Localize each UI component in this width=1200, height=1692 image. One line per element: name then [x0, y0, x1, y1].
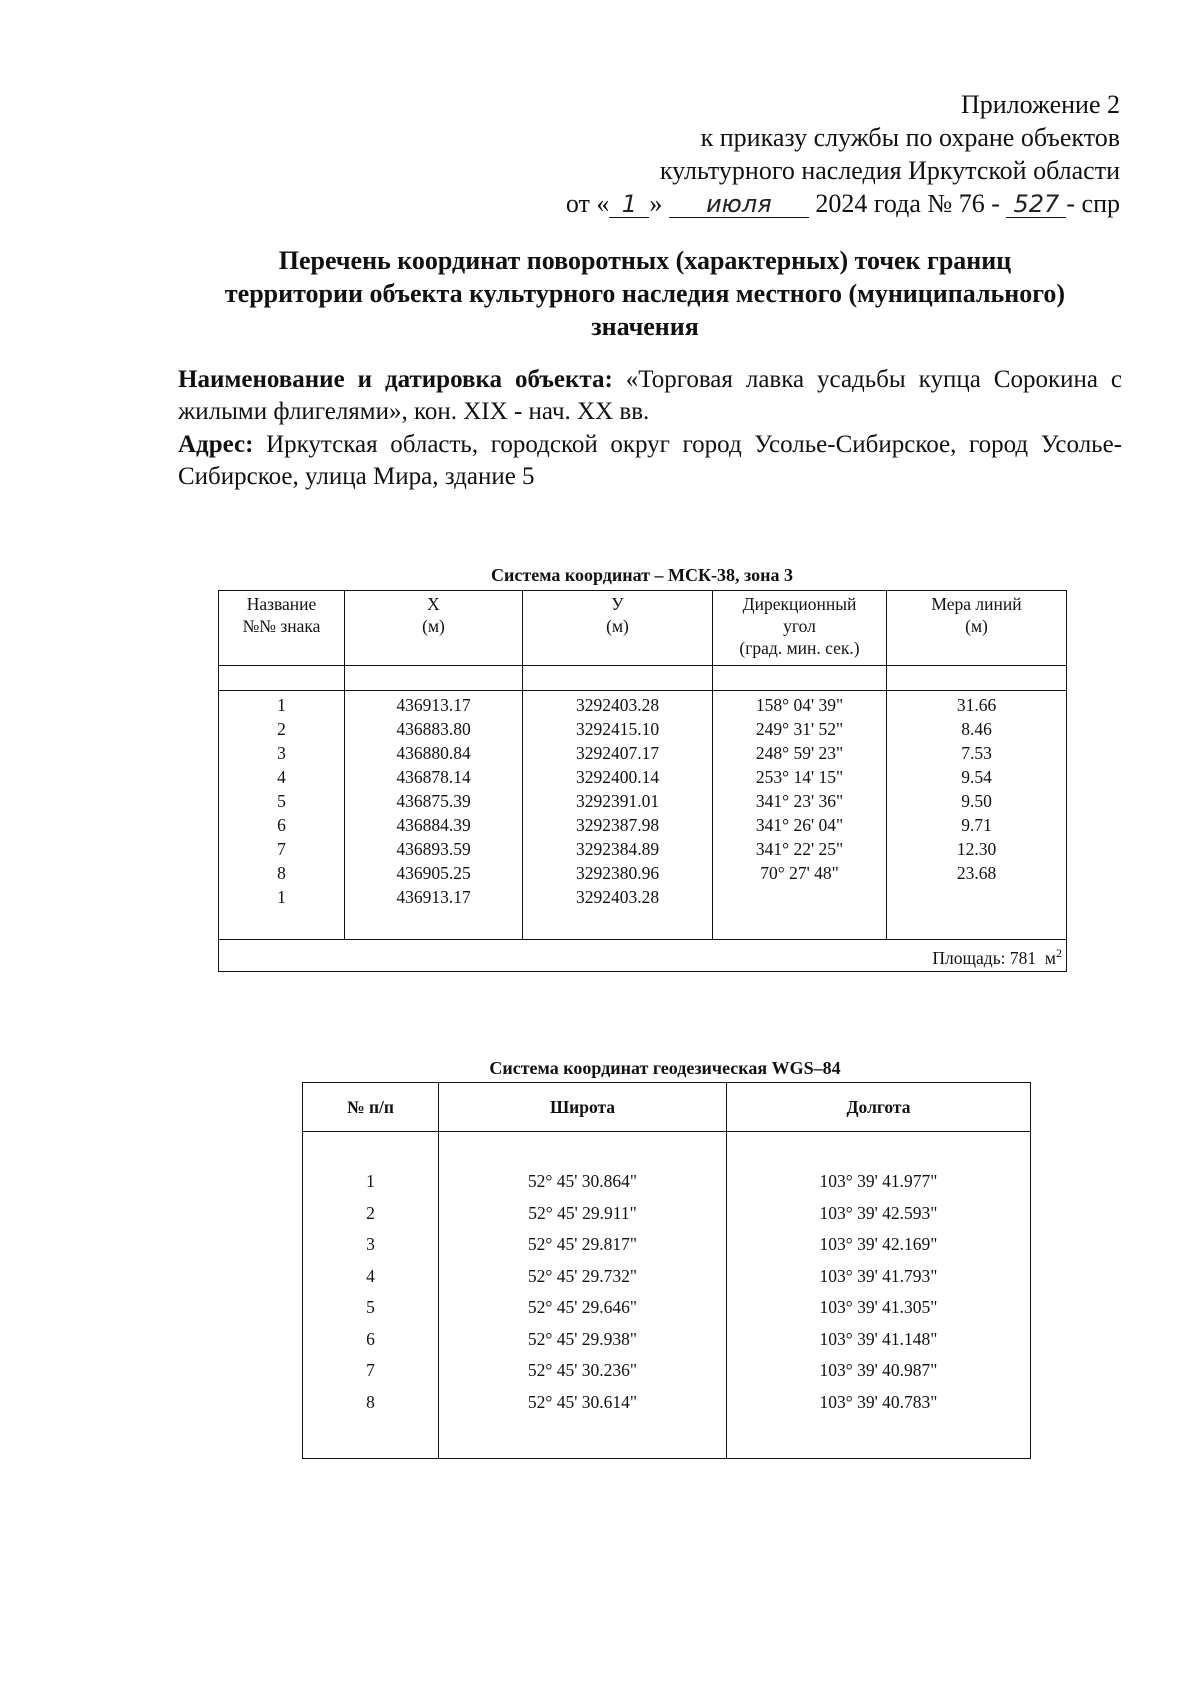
- year-text: 2024 года № 76 -: [815, 189, 1000, 218]
- cell-x: 436913.17: [345, 691, 523, 718]
- document-title: [170, 244, 1120, 343]
- cell-row-number: 3: [303, 1229, 439, 1261]
- msk-table-caption: Система координат – МСК-38, зона 3: [491, 565, 793, 585]
- msk-coordinates-table: [218, 590, 1067, 972]
- area-label: Площадь: 781: [932, 947, 1037, 968]
- object-info: [178, 364, 1122, 494]
- cell-line-length: 23.68: [887, 861, 1067, 885]
- cell-direction-angle: 341° 22' 25": [713, 837, 887, 861]
- cell-latitude: 52° 45' 29.817": [439, 1229, 727, 1261]
- cell-row-number: 2: [303, 1198, 439, 1230]
- cell-x: 436884.39: [345, 813, 523, 837]
- title-line-3: значения: [591, 312, 699, 341]
- table-row: [219, 789, 1067, 813]
- appendix-line-2: к приказу службы по охране объектов: [700, 123, 1120, 152]
- table-row: [219, 837, 1067, 861]
- table-row: [219, 741, 1067, 765]
- cell-direction-angle: 341° 26' 04": [713, 813, 887, 837]
- object-name-label: Наименование и датировка объекта:: [178, 366, 613, 393]
- handwritten-month: июля: [706, 190, 772, 218]
- cell-y: 3292380.96: [523, 861, 713, 885]
- header-latitude: Широта: [439, 1083, 727, 1132]
- header-longitude: Долгота: [727, 1083, 1031, 1132]
- table-row: [303, 1261, 1031, 1293]
- header-x: X (м): [345, 591, 523, 666]
- object-name-value: «Торговая лавка усадьбы купца Сорокина с жилыми флигелями», кон. XIX - нач. XX вв.: [178, 366, 1122, 425]
- cell-y: 3292403.28: [523, 885, 713, 909]
- cell-sign-number: 4: [219, 765, 345, 789]
- cell-row-number: 4: [303, 1261, 439, 1293]
- cell-sign-number: 7: [219, 837, 345, 861]
- cell-row-number: 1: [303, 1166, 439, 1198]
- cell-row-number: 8: [303, 1387, 439, 1419]
- cell-y: 3292407.17: [523, 741, 713, 765]
- cell-direction-angle: 248° 59' 23": [713, 741, 887, 765]
- cell-line-length: 12.30: [887, 837, 1067, 861]
- cell-sign-number: 3: [219, 741, 345, 765]
- quote-close: »: [649, 189, 663, 218]
- cell-longitude: 103° 39' 41.977": [727, 1166, 1031, 1198]
- cell-row-number: 5: [303, 1292, 439, 1324]
- cell-y: 3292391.01: [523, 789, 713, 813]
- handwritten-day: 1: [621, 190, 637, 218]
- header-sign-name: Название №№ знака: [219, 591, 345, 666]
- cell-row-number: 7: [303, 1355, 439, 1387]
- cell-sign-number: 8: [219, 861, 345, 885]
- appendix-line-3: культурного наследия Иркутской области: [659, 156, 1120, 185]
- from-label: от «: [565, 189, 610, 218]
- table-row: [303, 1229, 1031, 1261]
- cell-longitude: 103° 39' 41.305": [727, 1292, 1031, 1324]
- cell-line-length: 31.66: [887, 691, 1067, 718]
- cell-latitude: 52° 45' 30.864": [439, 1166, 727, 1198]
- cell-x: 436893.59: [345, 837, 523, 861]
- cell-x: 436880.84: [345, 741, 523, 765]
- cell-sign-number: 6: [219, 813, 345, 837]
- table-row: [303, 1166, 1031, 1198]
- cell-latitude: 52° 45' 29.646": [439, 1292, 727, 1324]
- cell-longitude: 103° 39' 41.793": [727, 1261, 1031, 1293]
- object-address-paragraph: [178, 429, 1122, 493]
- cell-line-length: 9.71: [887, 813, 1067, 837]
- cell-x: 436875.39: [345, 789, 523, 813]
- cell-row-number: 6: [303, 1324, 439, 1356]
- wgs-table-caption: Система координат геодезическая WGS–84: [489, 1058, 841, 1078]
- cell-line-length: [887, 885, 1067, 909]
- cell-longitude: 103° 39' 42.169": [727, 1229, 1031, 1261]
- area-cell: [219, 940, 1067, 972]
- table-row: [303, 1387, 1031, 1419]
- cell-y: 3292387.98: [523, 813, 713, 837]
- title-line-1: Перечень координат поворотных (характерных) точек границ: [278, 246, 1012, 275]
- object-name-paragraph: [178, 364, 1122, 428]
- cell-x: 436883.80: [345, 717, 523, 741]
- cell-y: 3292400.14: [523, 765, 713, 789]
- handwritten-order-number: 527: [1013, 190, 1060, 218]
- cell-line-length: 9.54: [887, 765, 1067, 789]
- cell-latitude: 52° 45' 30.236": [439, 1355, 727, 1387]
- cell-x: 436878.14: [345, 765, 523, 789]
- cell-latitude: 52° 45' 30.614": [439, 1387, 727, 1419]
- area-unit: м: [1044, 947, 1056, 968]
- cell-direction-angle: 253° 14' 15": [713, 765, 887, 789]
- cell-sign-number: 1: [219, 885, 345, 909]
- wgs-coordinates-table: [302, 1082, 1031, 1459]
- cell-sign-number: 2: [219, 717, 345, 741]
- table-row: [219, 813, 1067, 837]
- table-row: [219, 717, 1067, 741]
- header-y: У (м): [523, 591, 713, 666]
- table-row: [219, 861, 1067, 885]
- cell-y: 3292384.89: [523, 837, 713, 861]
- table-row: [303, 1198, 1031, 1230]
- cell-sign-number: 1: [219, 691, 345, 718]
- cell-longitude: 103° 39' 41.148": [727, 1324, 1031, 1356]
- cell-latitude: 52° 45' 29.732": [439, 1261, 727, 1293]
- cell-y: 3292403.28: [523, 691, 713, 718]
- cell-longitude: 103° 39' 42.593": [727, 1198, 1031, 1230]
- table-row: [219, 885, 1067, 909]
- object-address-label: Адрес:: [178, 431, 254, 458]
- table-row: [303, 1355, 1031, 1387]
- header-row-number: № п/п: [303, 1083, 439, 1132]
- title-line-2: территории объекта культурного наследия местного (муниципального): [224, 279, 1066, 308]
- order-date-line: [420, 187, 1120, 220]
- cell-longitude: 103° 39' 40.987": [727, 1355, 1031, 1387]
- cell-sign-number: 5: [219, 789, 345, 813]
- cell-x: 436913.17: [345, 885, 523, 909]
- cell-line-length: 7.53: [887, 741, 1067, 765]
- cell-direction-angle: 158° 04' 39": [713, 691, 887, 718]
- order-suffix: - спр: [1066, 189, 1120, 218]
- header-direction-angle: Дирекционный угол (град. мин. сек.): [713, 591, 887, 666]
- table-row: [219, 691, 1067, 718]
- header-line-length: Мера линий (м): [887, 591, 1067, 666]
- table-row: [303, 1292, 1031, 1324]
- cell-direction-angle: 249° 31' 52": [713, 717, 887, 741]
- cell-direction-angle: 70° 27' 48": [713, 861, 887, 885]
- object-address-value: Иркутская область, городской округ город Усолье-Сибирское, город Усолье-Сибирское, улица Мира, здание 5: [178, 431, 1123, 490]
- table-row: [219, 765, 1067, 789]
- cell-line-length: 8.46: [887, 717, 1067, 741]
- cell-longitude: 103° 39' 40.783": [727, 1387, 1031, 1419]
- cell-x: 436905.25: [345, 861, 523, 885]
- cell-direction-angle: 341° 23' 36": [713, 789, 887, 813]
- cell-line-length: 9.50: [887, 789, 1067, 813]
- cell-y: 3292415.10: [523, 717, 713, 741]
- cell-direction-angle: [713, 885, 887, 909]
- appendix-header: [420, 88, 1120, 220]
- table-row: [303, 1324, 1031, 1356]
- cell-latitude: 52° 45' 29.938": [439, 1324, 727, 1356]
- appendix-line-1: Приложение 2: [960, 90, 1120, 119]
- cell-latitude: 52° 45' 29.911": [439, 1198, 727, 1230]
- area-unit-superscript: 2: [1056, 946, 1062, 960]
